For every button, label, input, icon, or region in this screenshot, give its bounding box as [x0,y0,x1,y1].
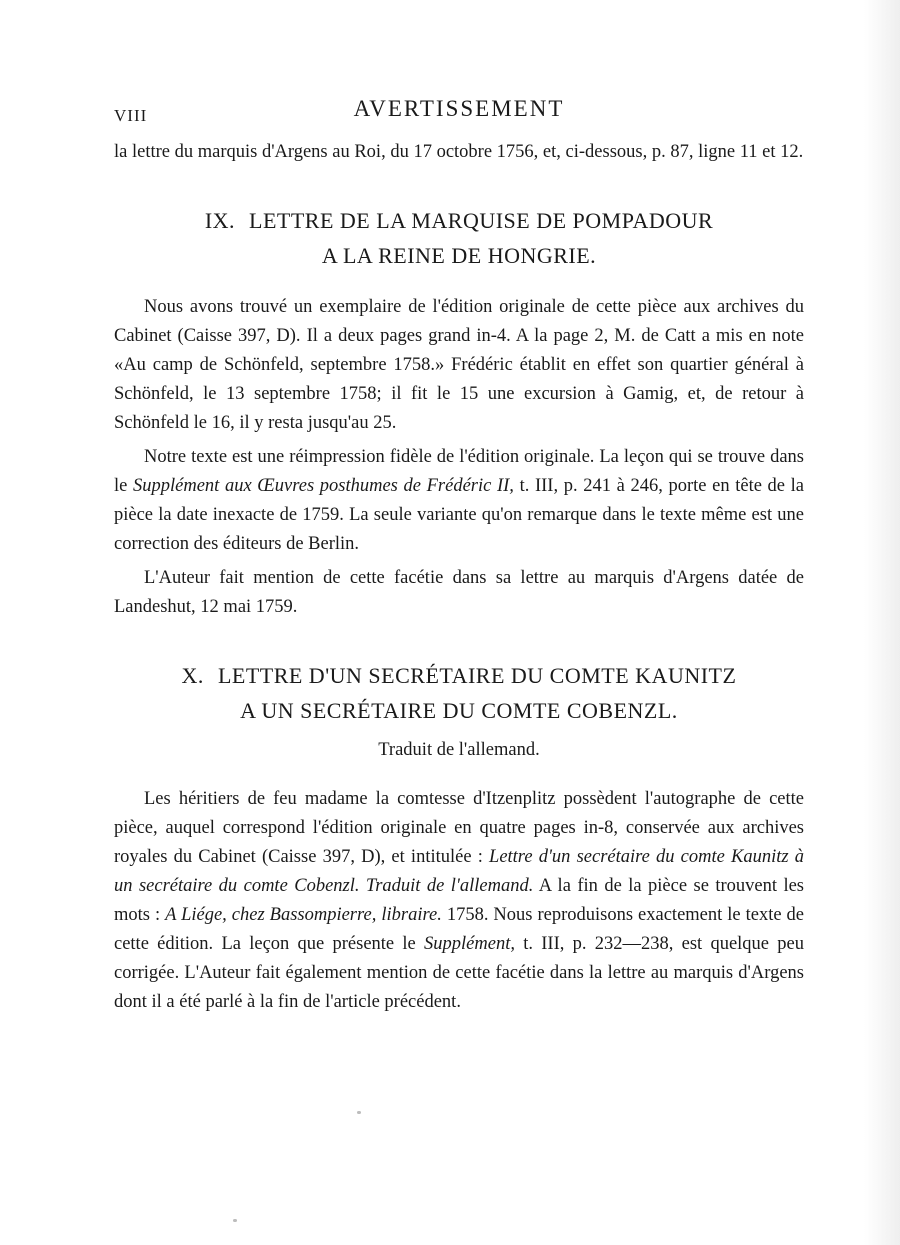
section-x-heading [114,658,804,728]
section-x-p1-text-d: t. III, p. 232—238, est quelque peu corrigée. L'Auteur fait également mention de cette facétie dans la lettre au marquis d'Argens dont il a été parlé à la fin de l'article précédent. [114,934,804,1012]
paper-speck [357,1111,361,1114]
section-ix-p2-text-a: Notre texte est une réimpression fidèle de l'édition originale. La leçon qui se trouve dans le [114,447,804,496]
section-x-p1-italic-3: Supplément, [424,934,515,954]
section-ix-title-line2: A LA REINE DE HONGRIE. [321,243,597,268]
section-x-p1-italic-1: Lettre d'un secrétaire du comte Kaunitz à un secrétaire du comte Cobenzl. Traduit de l'allemand. [114,847,804,896]
section-x-p1-text-a: Les héritiers de feu madame la comtesse d'Itzenplitz possèdent l'autographe de cette pièce, auquel correspond l'édition originale en quatre pages in-8, conservée aux archives royales du Cabinet (Caisse 397, D), et intitulée : [114,789,804,867]
section-x-p1-text-b: A la fin de la pièce se trouvent les mots : [114,876,805,925]
section-x-title-line1: LETTRE D'UN SECRÉTAIRE DU COMTE KAUNITZ [217,663,737,688]
running-head [114,96,804,128]
section-ix-heading [114,203,804,273]
section-x-number: X. [181,663,204,688]
intro-paragraph: la lettre du marquis d'Argens au Roi, du 17 octobre 1756, et, ci-dessous, p. 87, ligne 11 et 12. [114,142,804,162]
page-body [114,138,804,1017]
section-x-paragraph-1 [114,785,804,1017]
section-ix-paragraph-3: L'Auteur fait mention de cette facétie dans sa lettre au marquis d'Argens datée de Landeshut, 12 mai 1759. [114,568,804,617]
section-x-p1-text-c: 1758. Nous reproduisons exactement le texte de cette édition. La leçon que présente le [114,905,805,954]
section-ix-title-line1: LETTRE DE LA MARQUISE DE POMPADOUR [249,208,714,233]
section-ix-paragraph-2 [114,443,804,559]
paper-speck [233,1219,237,1222]
page-number: VIII [114,106,148,125]
section-x-p1-italic-2: A Liége, chez Bassompierre, libraire. [165,905,442,925]
section-x [114,658,804,1017]
page-edge-shadow [864,0,900,1245]
section-ix-paragraph-1: Nous avons trouvé un exemplaire de l'édition originale de cette pièce aux archives du Cabinet (Caisse 397, D). Il a deux pages grand in-4. A la page 2, M. de Catt a mis en note «Au camp de Schönfeld, septembre 1758.» Frédéric établit en effet son quartier général à Schönfeld, le 13 septembre 1758; il fit le 15 une excursion à Gamig, et, de retour à Schönfeld le 16, il y resta jusqu'au 25. [114,297,804,433]
section-ix-p2-italic: Supplément aux Œuvres posthumes de Frédéric II, [133,476,514,496]
section-x-subtitle: Traduit de l'allemand. [378,740,540,760]
section-x-title-line2: A UN SECRÉTAIRE DU COMTE COBENZL. [240,698,678,723]
section-ix-number: IX. [204,208,236,233]
section-ix-p2-text-b: t. III, p. 241 à 246, porte en tête de la pièce la date inexacte de 1759. La seule variante qu'on remarque dans le texte même est une correction des éditeurs de Berlin. [114,476,804,554]
section-ix [114,203,804,622]
running-title: AVERTISSEMENT [353,96,565,121]
